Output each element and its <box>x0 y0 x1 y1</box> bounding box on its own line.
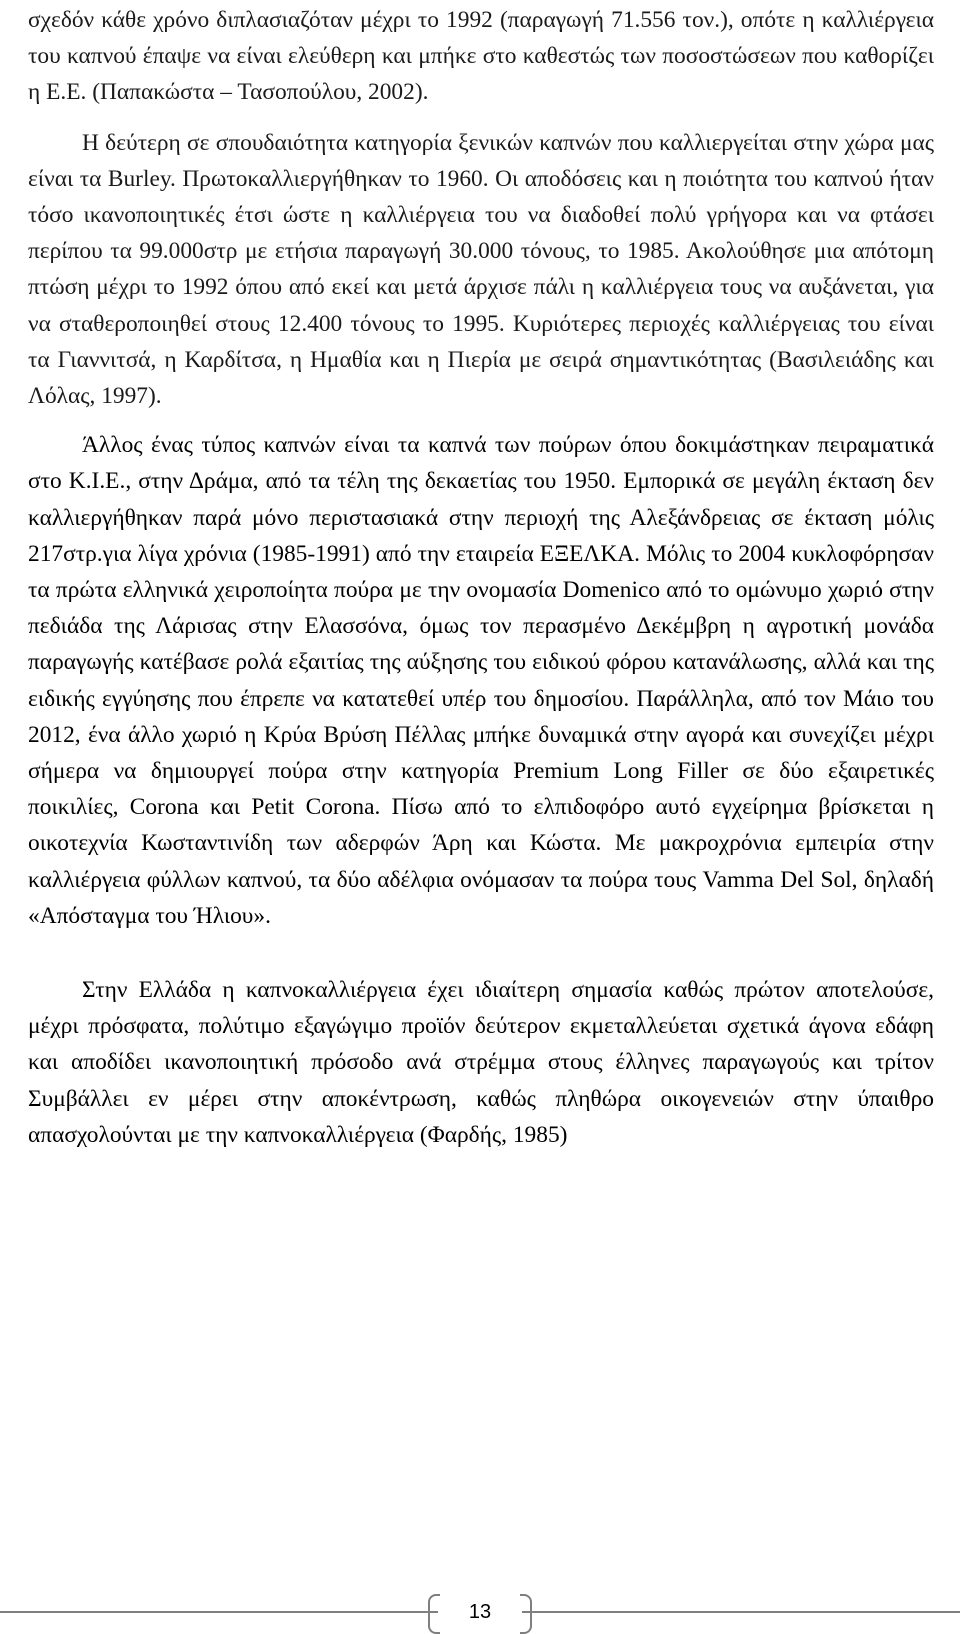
left-brace-icon <box>428 1594 440 1634</box>
page-number: 13 <box>468 1601 492 1623</box>
right-brace-icon <box>520 1594 532 1634</box>
paragraph-4: Στην Ελλάδα η καπνοκαλλιέργεια έχει ιδιαίτερη σημασία καθώς πρώτον αποτελούσε, μέχρι πρόσφατα, πολύτιμο εξαγώγιμο προϊόν δεύτερον εκμεταλλεύεται σχετικά άγονα εδάφη και αποδίδει ικανοποιητική πρόσοδο ανά στρέμμα στους έλληνες παραγωγούς και τρίτον Συμβάλλει εν μέρει στην αποκέντρωση, καθώς πληθώρα οικογενειών στην ύπαιθρο απασχολούνται με την καπνοκαλλιέργεια (Φαρδής, 1985) <box>28 977 934 1148</box>
page-footer <box>0 1592 960 1632</box>
paragraph-1: σχεδόν κάθε χρόνο διπλασιαζόταν μέχρι το 1992 (παραγωγή 71.556 τον.), οπότε η καλλιέργεια του καπνού έπαψε να είναι ελεύθερη και μπήκε στο καθεστώς των ποσοστώσεων που καθορίζει η Ε.Ε. (Παπακώστα – Τασοπούλου, 2002). <box>28 7 934 106</box>
paragraph-2: Η δεύτερη σε σπουδαιότητα κατηγορία ξενικών καπνών που καλλιεργείται στην χώρα μας είναι τα Burley. Πρωτοκαλλιεργήθηκαν το 1960. Οι αποδόσεις και η ποιότητα του καπνού ήταν τόσο ικανοποιητικές έτσι ώστε η καλλιέργεια του να διαδοθεί πολύ γρήγορα και να φτάσει περίπου τα 99.000στρ με ετήσια παραγωγή 30.000 τόνους, το 1985. Ακολούθησε μια απότομη πτώση μέχρι το 1992 όπου από εκεί και μετά άρχισε πάλι η καλλιέργεια τους να αυξάνεται, για να σταθεροποιηθεί στους 12.400 τόνους το 1995. Κυριότερες περιοχές καλλιέργειας του είναι τα Γιαννιτσά, η Καρδίτσα, η Ημαθία και η Πιερία με σειρά σημαντικότητας (Βασιλειάδης και Λόλας, 1997). <box>28 129 934 410</box>
document-page <box>28 2 934 1153</box>
footer-rule-left <box>0 1611 438 1613</box>
paragraph-3: Άλλος ένας τύπος καπνών είναι τα καπνά των πούρων όπου δοκιμάστηκαν πειραματικά στο Κ.Ι.Ε., στην Δράμα, από τα τέλη της δεκαετίας του 1950. Εμπορικά σε μεγάλη έκταση δεν καλλιεργήθηκαν παρά μόνο περιστασιακά στην περιοχή της Αλεξάνδρειας σε έκταση μόλις 217στρ.για λίγα χρόνια (1985-1991) από την εταιρεία ΕΞΕΛΚΑ. Μόλις το 2004 κυκλοφόρησαν τα πρώτα ελληνικά χειροποίητα πούρα με την ονομασία Domenico από το ομώνυμο χωριό στην πεδιάδα της Λάρισας στην Ελασσόνα, όμως τον περασμένο Δεκέμβρη η αγροτική μονάδα παραγωγής κατέβασε ρολά εξαιτίας της αύξησης του ειδικού φόρου κατανάλωσης, αλλά και της ειδικής εγγύησης που έπρεπε να κατατεθεί υπέρ του δημοσίου. Παράλληλα, από τον Μάιο του 2012, ένα άλλο χωριό η Κρύα Βρύση Πέλλας μπήκε δυναμικά στην αγορά και συνεχίζει μέχρι σήμερα να δημιουργεί πούρα στην κατηγορία Premium Long Filler σε δύο εξαιρετικές ποικιλίες, Corona και Petit Corona. Πίσω από το ελπιδοφόρο αυτό εγχείρημα βρίσκεται η οικοτεχνία Κωσταντινίδη των αδερφών Άρη και Κώστα. Με μακροχρόνια εμπειρία στην καλλιέργεια φύλλων καπνού, τα δύο αδέλφια ονόμασαν τα πούρα τους Vamma Del Sol, δηλαδή «Απόσταγμα του Ήλιου». <box>28 432 934 929</box>
footer-rule-right <box>522 1611 960 1613</box>
